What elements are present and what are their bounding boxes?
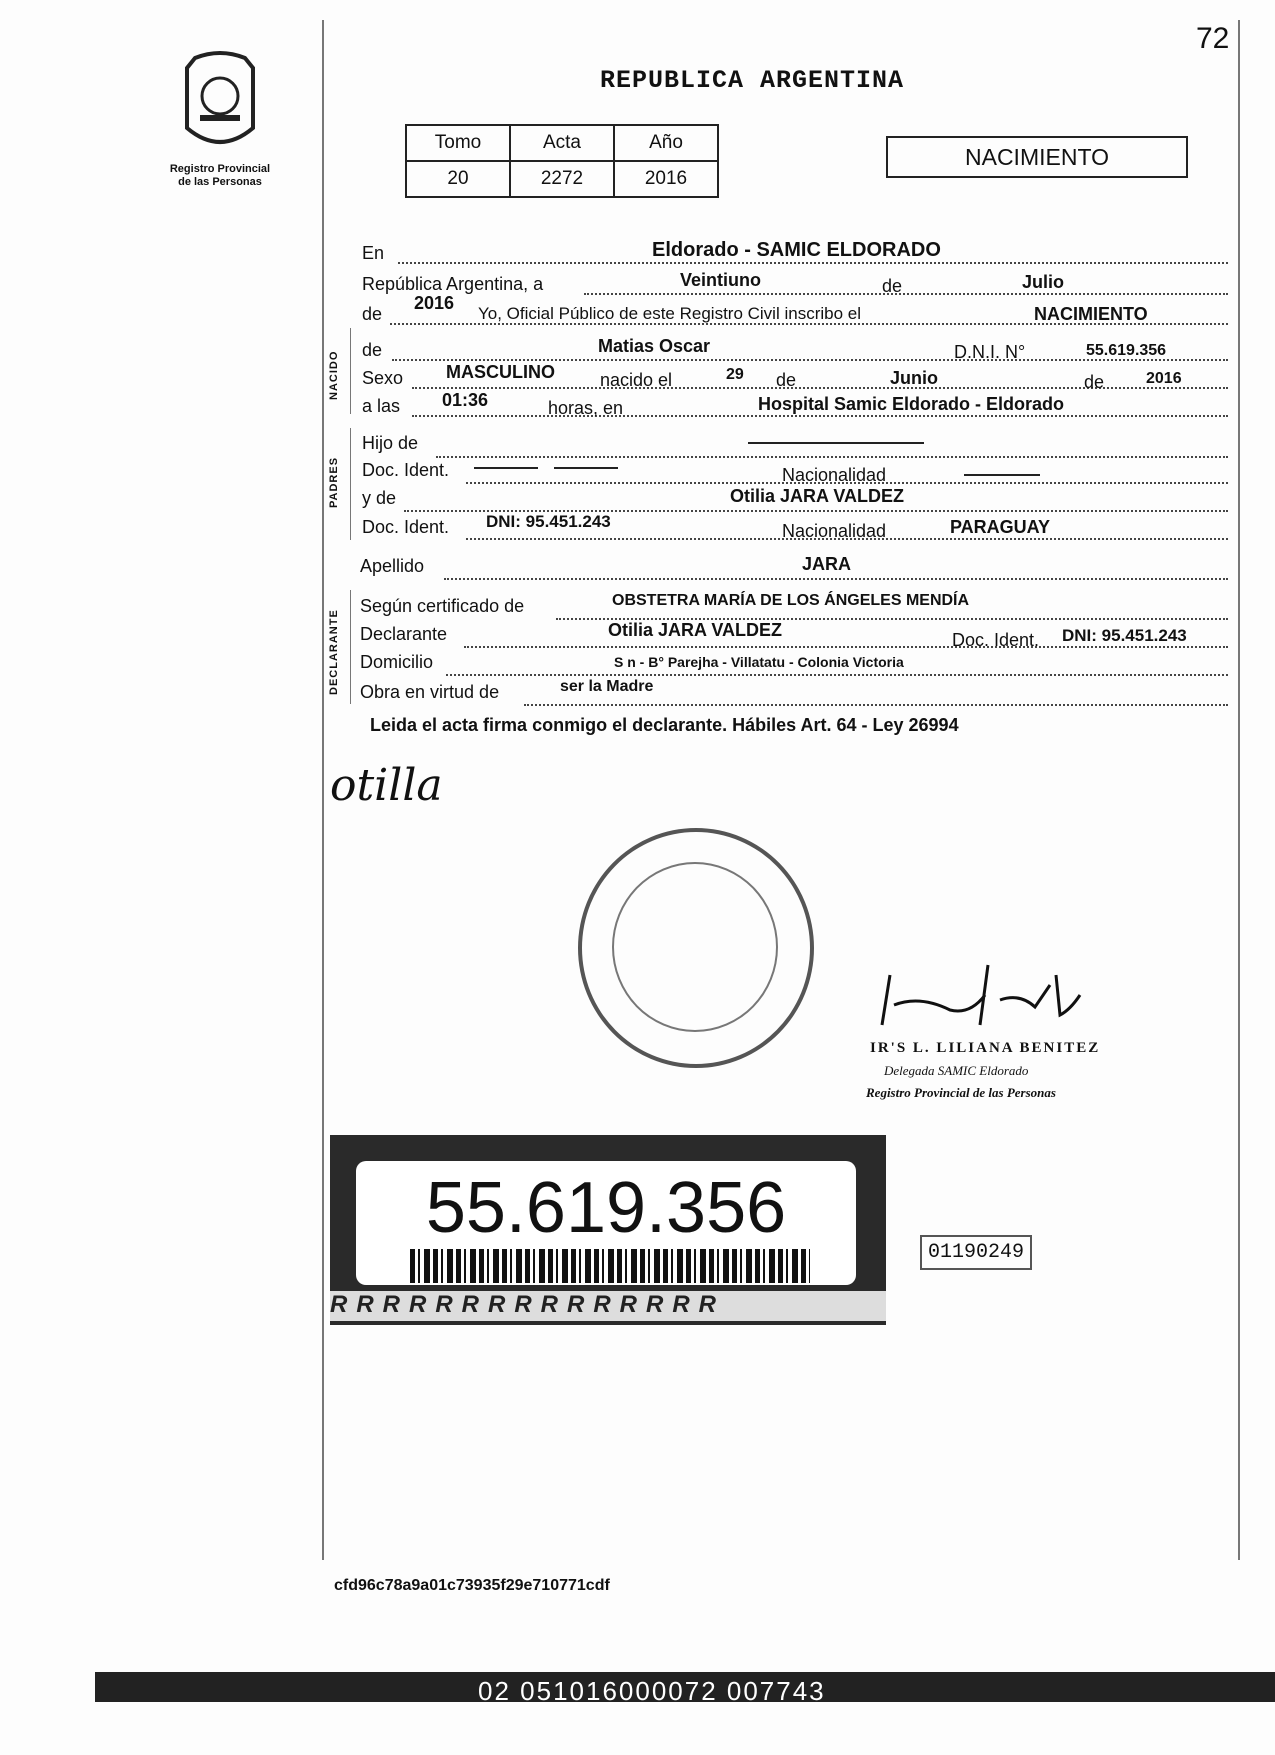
footer-code: 02 051016000072 007743 [478,1676,826,1706]
y-de-label: y de [362,488,397,508]
horas-label: horas, en [548,398,624,418]
declarant-signature: otilla [330,760,443,811]
doc1-label: Doc. Ident. [362,460,450,480]
dni-label-sticker [330,1135,886,1325]
sexo-value: MASCULINO [446,362,555,382]
register-table [405,124,719,198]
anio-value: 2016 [614,161,718,197]
serial-number: 01190249 [920,1235,1032,1270]
mother-doc: DNI: 95.451.243 [486,512,611,531]
statement-text: Yo, Oficial Público de este Registro Civil inscribo el [478,304,861,323]
document-hash: cfd96c78a9a01c73935f29e710771cdf [334,1577,610,1594]
dotted-line [464,646,1228,648]
dni-label: D.N.I. N° [954,342,1026,362]
dotted-line [398,262,1228,264]
year-value: 2016 [414,293,455,313]
apellido-value: JARA [802,554,852,574]
dotted-line [584,293,1228,295]
registry-logo [150,48,290,189]
mother-name: Otilia JARA VALDEZ [730,486,905,506]
en-label: En [362,243,385,263]
stamp-inner-ring [612,862,778,1032]
officer-role: Delegada SAMIC Eldorado [884,1063,1029,1078]
sexo-label: Sexo [362,368,404,388]
mother-nationality: PARAGUAY [950,517,1051,537]
logo-caption-2: de las Personas [178,176,262,188]
place-value: Eldorado - SAMIC ELDORADO [652,239,941,261]
section-divider [350,328,351,414]
dotted-line [446,674,1228,676]
officer-org: Registro Provincial de las Personas [866,1085,1056,1100]
cert-label: Según certificado de [360,596,525,616]
acta-label: Acta [510,125,614,161]
blank-dash [748,442,924,444]
dotted-line [412,415,1228,417]
rep-label: República Argentina, a [362,274,544,294]
nacionalidad-2-label: Nacionalidad [782,521,887,541]
tomo-value: 20 [406,161,510,197]
obra-value: ser la Madre [560,678,654,695]
domicilio-value: S n - B° Parejha - Villatatu - Colonia Victoria [614,654,904,670]
doc2-label: Doc. Ident. [362,517,450,537]
document-title: REPUBLICA ARGENTINA [600,66,905,95]
month-value: Julio [1022,272,1065,292]
child-dni: 55.619.356 [1086,342,1167,359]
dotted-line [436,456,1228,458]
section-divider [350,590,351,704]
decl-doc-value: DNI: 95.451.243 [1062,626,1187,645]
record-type-box: NACIMIENTO [886,136,1188,178]
day-words: Veintiuno [680,270,761,290]
coat-of-arms-icon [175,48,265,158]
decl-doc-label: Doc. Ident. [952,630,1040,650]
nacionalidad-1-label: Nacionalidad [782,465,887,485]
security-strip: RRRRRRRRRRRRRRR [330,1291,886,1321]
declarante-value: Otilia JARA VALDEZ [608,620,783,640]
tomo-label: Tomo [406,125,510,161]
officer-signature [860,955,1100,1035]
section-divider [350,428,351,540]
anio-label: Año [614,125,718,161]
blank-dash [964,474,1040,476]
dotted-line [524,704,1228,706]
de-label-2: de [362,304,383,324]
domicilio-label: Domicilio [360,652,434,672]
record-type-value: NACIMIENTO [1034,304,1148,324]
apellido-label: Apellido [360,556,425,576]
declarante-label: Declarante [360,624,448,644]
dotted-line [444,578,1228,580]
nacido-el-label: nacido el [600,370,673,390]
acta-value: 2272 [510,161,614,197]
logo-caption-1: Registro Provincial [169,163,271,175]
left-border-line [322,20,324,1560]
nacido-de-label-2: de [776,370,797,390]
blank-dash [554,467,618,469]
birth-year: 2016 [1146,370,1182,387]
blank-dash [474,467,538,469]
declarante-section-label: DECLARANTE [328,609,340,695]
officer-name: IR'S L. LILIANA BENITEZ [870,1040,1101,1056]
right-border-line [1238,20,1240,1560]
nacido-de-label-3: de [1084,372,1105,392]
closing-text: Leida el acta firma conmigo el declarante. Hábiles Art. 64 - Ley 26994 [370,715,959,735]
official-stamp [578,828,814,1068]
dni-label-number: 55.619.356 [425,1168,787,1248]
birth-time: 01:36 [442,390,489,410]
obra-label: Obra en virtud de [360,682,500,702]
birth-month: Junio [890,368,938,388]
a-las-label: a las [362,396,401,416]
child-name: Matias Oscar [598,336,711,356]
dni-label-panel [356,1161,856,1285]
de-label: de [882,276,903,296]
birth-day: 29 [726,366,744,383]
cert-value: OBSTETRA MARÍA DE LOS ÁNGELES MENDÍA [612,592,970,609]
nacido-section-label: NACIDO [328,350,340,400]
dotted-line [412,387,1228,389]
hijo-label: Hijo de [362,433,419,453]
nacido-de-label: de [362,340,383,360]
birth-place: Hospital Samic Eldorado - Eldorado [758,394,1065,414]
padres-section-label: PADRES [328,456,340,508]
page-number: 72 [1196,22,1230,55]
barcode [410,1249,810,1283]
